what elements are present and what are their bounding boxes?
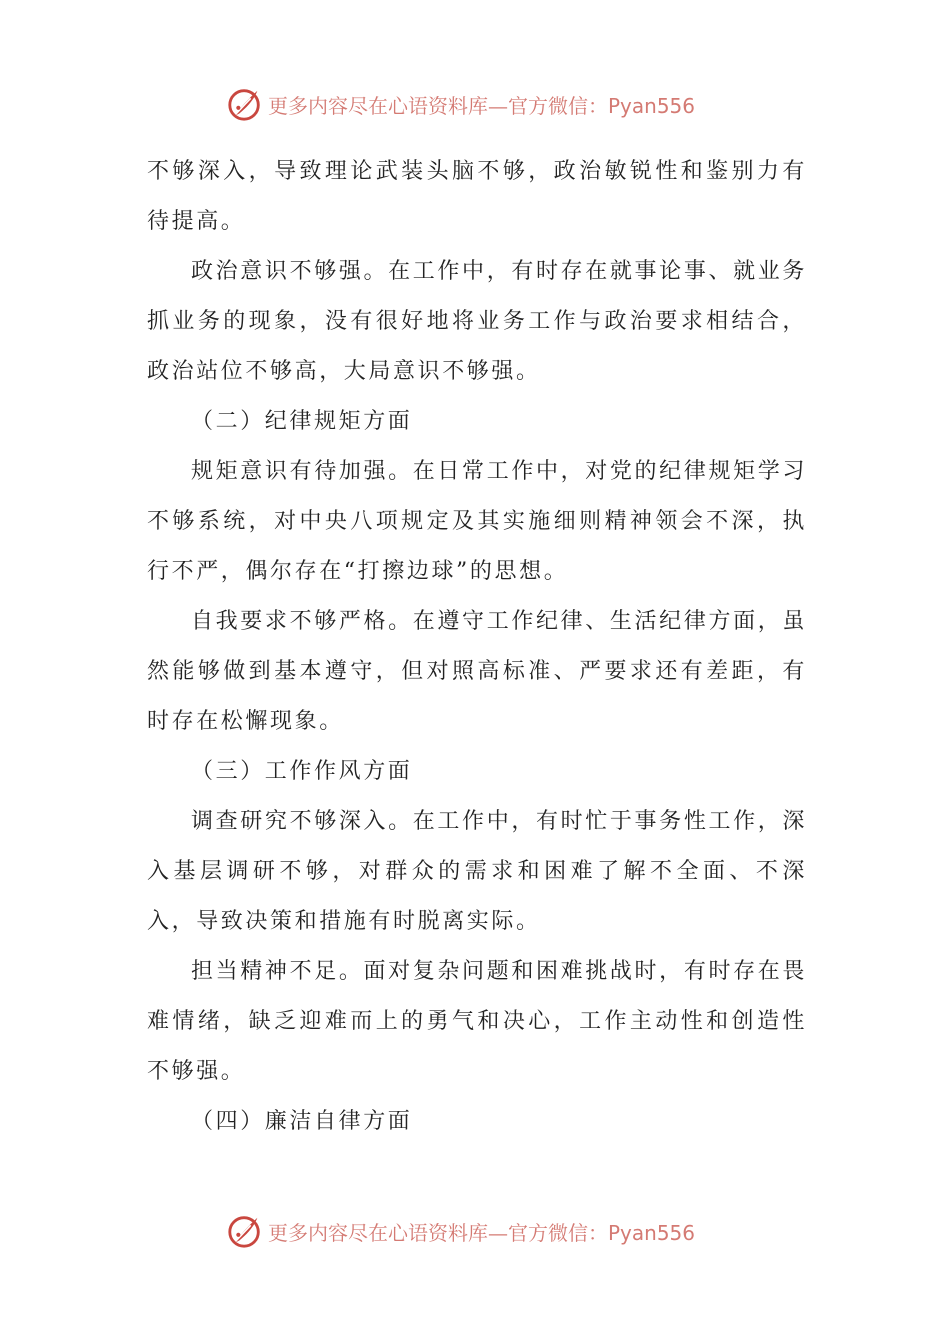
paragraph-continuation: 不够深入，导致理论武装头脑不够，政治敏锐性和鉴别力有待提高。: [147, 159, 807, 234]
paragraph-political-awareness: 政治意识不够强。在工作中，有时存在就事论事、就业务抓业务的现象，没有很好地将业务工作与政治要求相结合，政治站位不够高，大局意识不够强。: [147, 259, 807, 384]
section-heading-integrity: （四）廉洁自律方面: [191, 1109, 413, 1134]
quill-pen-logo-icon: [226, 1212, 264, 1250]
section-heading-work-style: （三）工作作风方面: [191, 759, 413, 784]
section-heading-discipline: （二）纪律规矩方面: [191, 409, 413, 434]
document-body: [147, 147, 807, 1147]
header-banner: [226, 84, 695, 124]
banner-wechat: 官方微信：Pyan556: [508, 93, 696, 118]
footer-banner: [226, 1211, 695, 1251]
paragraph-responsibility: 担当精神不足。面对复杂问题和困难挑战时，有时存在畏难情绪，缺乏迎难而上的勇气和决心，工作主动性和创造性不够强。: [147, 959, 807, 1084]
paragraph-rules-awareness: 规矩意识有待加强。在日常工作中，对党的纪律规矩学习不够系统，对中央八项规定及其实施细则精神领会不深，执行不严，偶尔存在“打擦边球”的思想。: [147, 459, 807, 584]
banner-text: 更多内容尽在心语资料库—官方微信：Pyan556: [268, 1220, 696, 1245]
quill-pen-logo-icon: [226, 85, 264, 123]
banner-wechat: 官方微信：Pyan556: [508, 1220, 696, 1245]
paragraph-research: 调查研究不够深入。在工作中，有时忙于事务性工作，深入基层调研不够，对群众的需求和困难了解不全面、不深入，导致决策和措施有时脱离实际。: [147, 809, 807, 934]
paragraph-self-requirement: 自我要求不够严格。在遵守工作纪律、生活纪律方面，虽然能够做到基本遵守，但对照高标准、严要求还有差距，有时存在松懈现象。: [147, 609, 807, 734]
banner-text: 更多内容尽在心语资料库—官方微信：Pyan556: [268, 93, 696, 118]
